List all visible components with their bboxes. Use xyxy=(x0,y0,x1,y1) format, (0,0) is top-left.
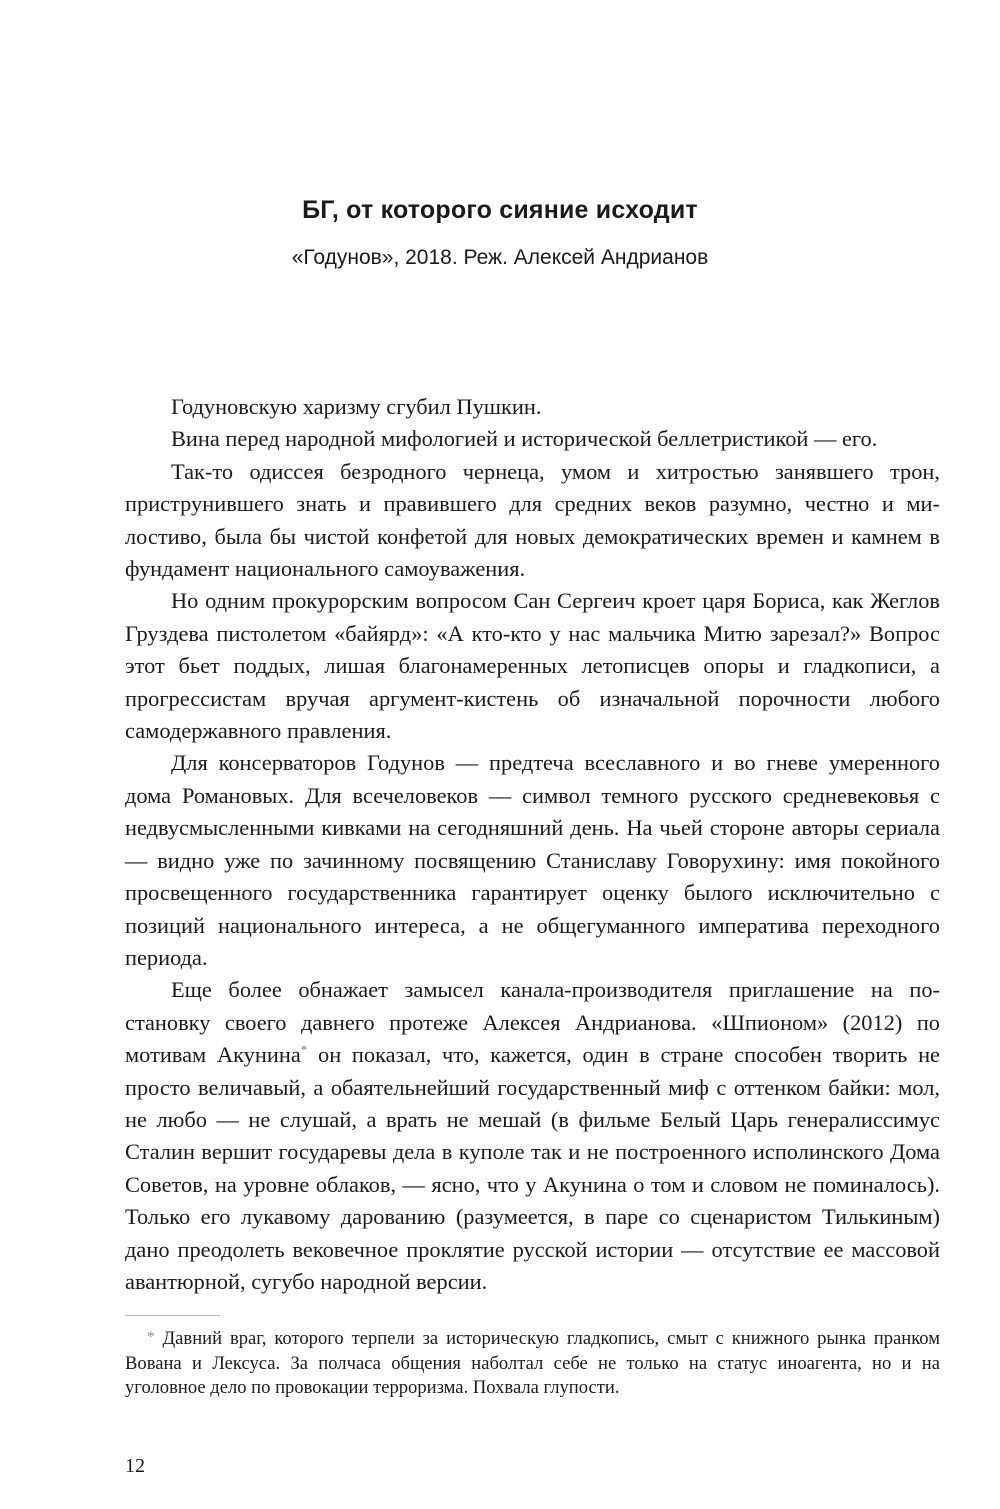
chapter-title: БГ, от которого сияние исходит xyxy=(302,196,698,224)
body-text xyxy=(125,391,940,1298)
paragraph: Но одним прокурорским вопросом Сан Сергеич кроет царя Бориса, как Жеглов Груздева пистолетом «байярд»: «А кто-кто у нас мальчика Митю зарезал?» Вопрос этот бьет поддых, лишая благонамеренных летописцев опоры и гладкописи, а прогрессистам вручая аргумент-кистень об изначальной порочности любого самодержавного правления. xyxy=(125,588,940,744)
page-number: 12 xyxy=(125,1455,145,1477)
footnote-reference-mark: * xyxy=(300,1042,308,1058)
paragraph-text-end: он показал, что, кажется, один в стране способен творить не просто величавый, а обаятельнейший государственный миф с оттенком байки: мол, не любо — не слушай, а врать не мешай (в фильме Белый Царь генералиссимус Сталин вершит государевы дела в куполе так и не построенного исполинского Дома Советов, на уровне облаков, — ясно, что у Акунина о том и словом не поминалось). Только его лукавому дарованию (разумеется, в паре со сценаристом Тилькиным) дано преодолеть вековечное проклятие русской истории — отсутствие ее массовой авантюрной, сугубо народной версии. xyxy=(125,1042,940,1294)
footnote-mark: * xyxy=(147,1329,155,1345)
paragraph-text-start: Еще более обнажает замысел канала-производителя приглашение на постановку своего давнего протеже Алексея Андрианова. «Шпионом» (2012) по мотивам Акунина xyxy=(125,977,940,1068)
paragraph-with-footnote xyxy=(125,974,940,1298)
footnote-divider xyxy=(125,1315,220,1316)
chapter-subtitle: «Годунов», 2018. Реж. Алексей Андрианов xyxy=(291,246,709,269)
paragraph: Вина перед народной мифологией и исторической беллетристикой — его. xyxy=(171,426,878,452)
paragraph: Годуновскую харизму сгубил Пушкин. xyxy=(171,394,542,419)
paragraph: Так-то одиссея безродного чернеца, умом и хитростью занявшего трон, приструнившего знать и правившего для средних веков разумно, честно и милостиво, была бы чистой конфетой для новых демократических времен и камнем в фундамент национального самоуважения. xyxy=(125,458,940,582)
footnote-text: Давний враг, которого терпели за историческую гладкопись, смыт с книжного рынка пранком Вована и Лексуса. За полчаса общения наболтал себе не только на статус иноагента, но и на уголовное дело по провокации терроризма. Похвала глупости. xyxy=(125,1328,940,1398)
paragraph: Для консерваторов Годунов — предтеча всеславного и во гневе умеренного дома Романовых. Для всечеловеков — символ темного русского средневековья с недвусмысленными кивками на сегодняшний день. На чьей стороне авторы сериала — видно уже по зачинному посвящению Станиславу Говорухину: имя покойного просвещенного государственника гарантирует оценку былого исключительно с позиций национального интереса, а не общегуманного императива переходного периода. xyxy=(125,750,940,970)
footnote xyxy=(125,1325,940,1401)
